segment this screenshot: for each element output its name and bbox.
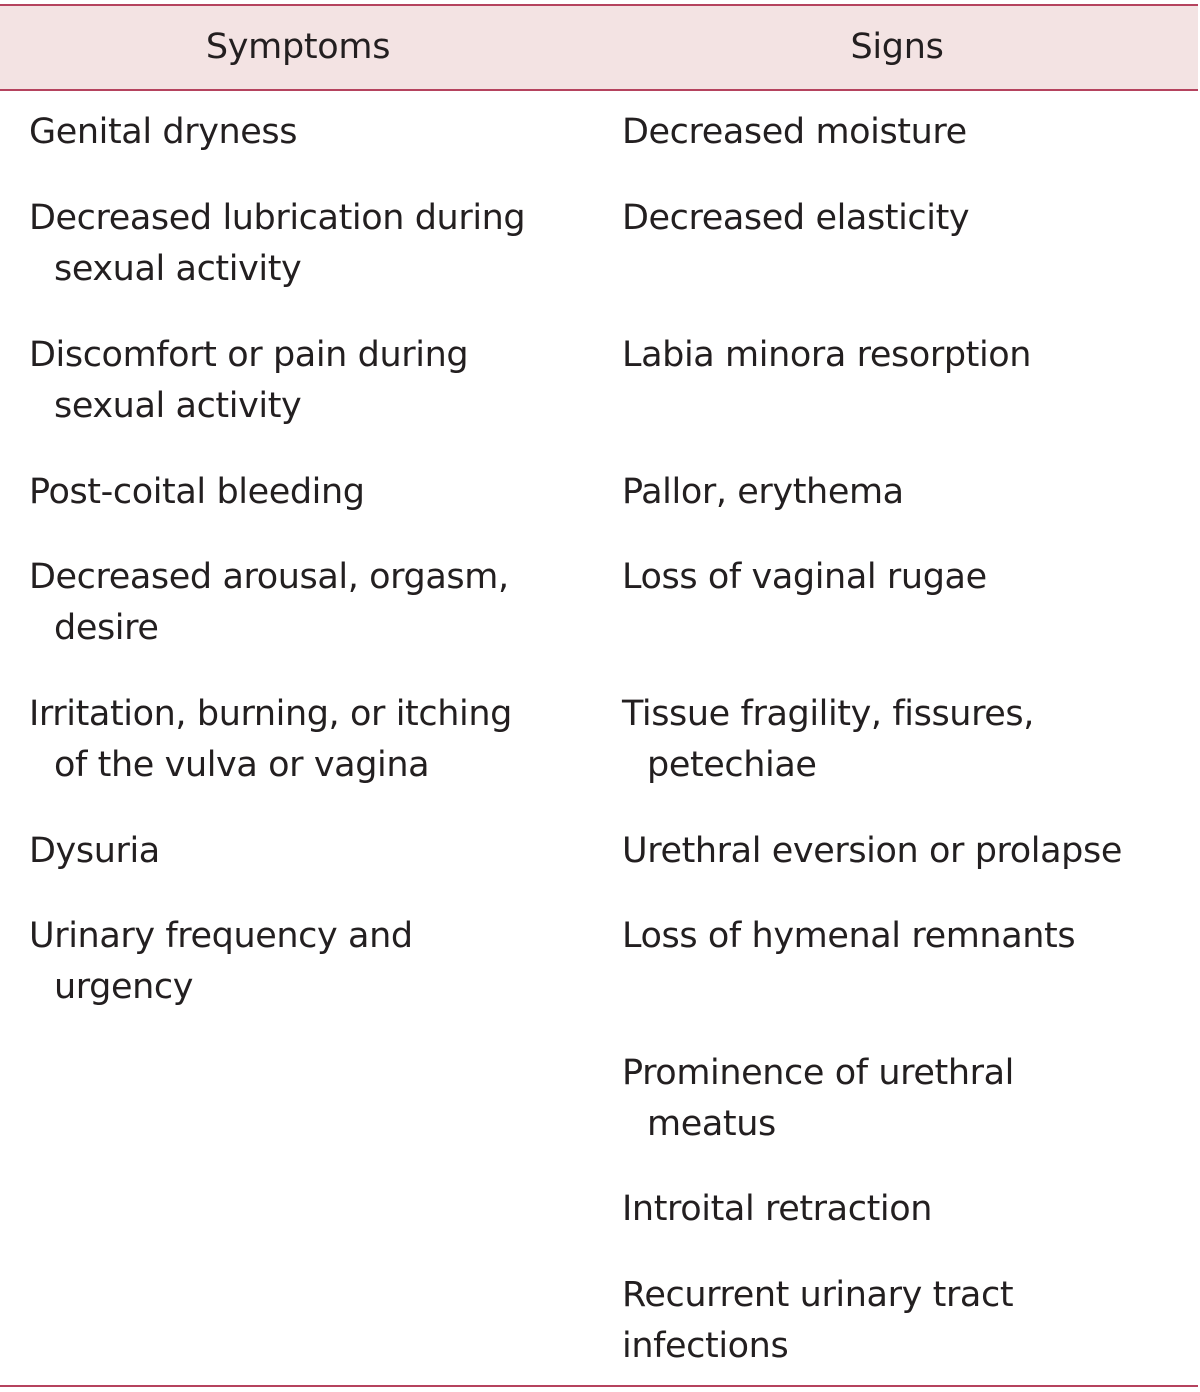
header-symptoms: Symptoms <box>205 27 391 67</box>
table-header-rule <box>0 89 1198 91</box>
symptom-cell <box>29 107 297 158</box>
sign-text: Tissue fragility, fissures, <box>622 694 1034 734</box>
symptom-text-continued: desire <box>54 608 159 648</box>
sign-cell <box>622 193 969 244</box>
sign-cell <box>622 911 1075 962</box>
sign-cell <box>622 689 1034 791</box>
sign-text: Decreased elasticity <box>622 198 970 238</box>
header-signs: Signs <box>850 27 944 67</box>
table-bottom-rule <box>0 1385 1198 1387</box>
sign-text: Pallor, erythema <box>622 472 904 512</box>
sign-text-continued: petechiae <box>647 745 817 785</box>
sign-cell <box>622 467 904 518</box>
sign-cell <box>622 1184 932 1235</box>
table-header-row <box>0 6 1198 89</box>
sign-text: Decreased moisture <box>622 112 967 152</box>
symptom-text: Urinary frequency and <box>29 916 413 956</box>
symptom-text-continued: sexual activity <box>54 386 302 426</box>
sign-text: Urethral eversion or prolapse <box>622 831 1122 871</box>
sign-text: Loss of vaginal rugae <box>622 557 987 597</box>
symptom-text: Dysuria <box>29 831 160 871</box>
symptom-text: Discomfort or pain during <box>29 335 469 375</box>
sign-text: Introital retraction <box>622 1189 933 1229</box>
symptom-cell <box>29 689 512 791</box>
symptom-cell <box>29 826 160 877</box>
symptom-text-continued: of the vulva or vagina <box>54 745 430 785</box>
sign-cell <box>622 1270 1013 1372</box>
symptom-text-continued: sexual activity <box>54 249 302 289</box>
sign-cell <box>622 1048 1014 1150</box>
symptom-cell <box>29 911 413 1013</box>
sign-text: Loss of hymenal remnants <box>622 916 1076 956</box>
sign-text-continued: infections <box>622 1326 789 1366</box>
symptom-cell <box>29 330 468 432</box>
sign-text: Prominence of urethral <box>622 1053 1015 1093</box>
symptom-text: Genital dryness <box>29 112 298 152</box>
sign-cell <box>622 330 1031 381</box>
sign-cell <box>622 107 967 158</box>
symptom-cell <box>29 552 509 654</box>
symptom-text: Irritation, burning, or itching <box>29 694 512 734</box>
symptom-text: Post-coital bleeding <box>29 472 365 512</box>
sign-cell <box>622 826 1122 877</box>
sign-cell <box>622 552 987 603</box>
symptom-text: Decreased arousal, orgasm, <box>29 557 509 597</box>
symptom-text: Decreased lubrication during <box>29 198 526 238</box>
symptom-text-continued: urgency <box>54 967 194 1007</box>
sign-text-continued: meatus <box>647 1104 776 1144</box>
symptom-cell <box>29 193 525 295</box>
symptom-cell <box>29 467 365 518</box>
sign-text: Labia minora resorption <box>622 335 1032 375</box>
sign-text: Recurrent urinary tract <box>622 1275 1014 1315</box>
